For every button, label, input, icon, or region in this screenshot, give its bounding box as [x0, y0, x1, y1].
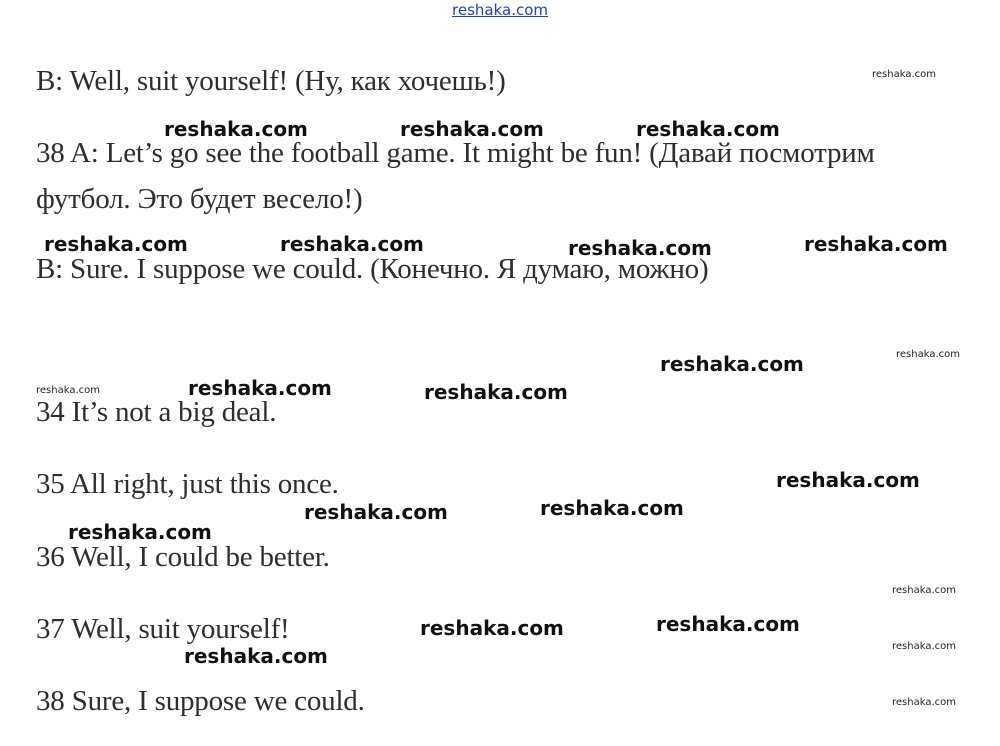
answer-line: 38 Sure, I suppose we could.	[36, 685, 365, 717]
watermark: reshaka.com	[188, 376, 332, 400]
watermark: reshaka.com	[568, 236, 712, 260]
watermark: reshaka.com	[872, 69, 936, 80]
watermark: reshaka.com	[280, 232, 424, 256]
watermark: reshaka.com	[892, 697, 956, 708]
watermark: reshaka.com	[304, 500, 448, 524]
watermark: reshaka.com	[184, 644, 328, 668]
watermark: reshaka.com	[424, 380, 568, 404]
watermark: reshaka.com	[656, 612, 800, 636]
watermark: reshaka.com	[776, 468, 920, 492]
watermark: reshaka.com	[68, 520, 212, 544]
answer-line: 35 All right, just this once.	[36, 468, 339, 500]
watermark: reshaka.com	[892, 641, 956, 652]
watermark: reshaka.com	[804, 232, 948, 256]
watermark: reshaka.com	[36, 385, 100, 396]
watermark: reshaka.com	[420, 616, 564, 640]
watermark: reshaka.com	[400, 117, 544, 141]
header-watermark-link[interactable]: reshaka.com	[452, 1, 548, 19]
dialogue-line: B: Well, suit yourself! (Ну, как хочешь!)	[36, 65, 506, 97]
answer-line: 34 It’s not a big deal.	[36, 396, 277, 428]
watermark: reshaka.com	[892, 585, 956, 596]
dialogue-line: B: Sure. I suppose we could. (Конечно. Я думаю, можно)	[36, 253, 709, 285]
watermark: reshaka.com	[660, 352, 804, 376]
answer-line: 36 Well, I could be better.	[36, 541, 330, 573]
watermark: reshaka.com	[896, 349, 960, 360]
watermark: reshaka.com	[44, 232, 188, 256]
watermark: reshaka.com	[540, 496, 684, 520]
dialogue-line: 38 A: Let’s go see the football game. It might be fun! (Давай посмотрим	[36, 137, 875, 169]
watermark: reshaka.com	[636, 117, 780, 141]
dialogue-line: футбол. Это будет весело!)	[36, 183, 363, 215]
answer-line: 37 Well, suit yourself!	[36, 613, 290, 645]
watermark: reshaka.com	[164, 117, 308, 141]
